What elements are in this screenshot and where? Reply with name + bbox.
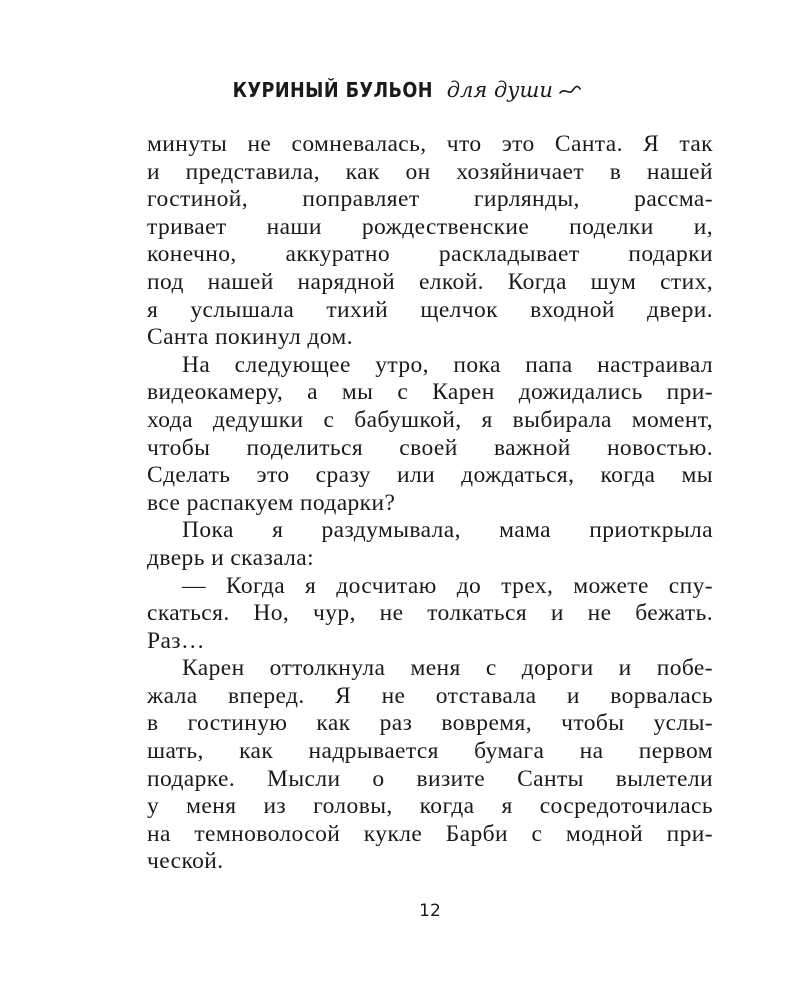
text-line: в гостиную как раз вовремя, чтобы услы- — [147, 710, 713, 737]
text-line: конечно, аккуратно раскладывает подарки — [147, 241, 713, 268]
text-line: ческой. — [147, 848, 224, 875]
running-header — [0, 78, 800, 102]
text-line: — Когда я досчитаю до трех, можете спу- — [182, 572, 713, 599]
text-line: видеокамеру, а мы с Карен дожидались при- — [147, 379, 713, 406]
text-line: минуты не сомневалась, что это Санта. Я так — [147, 131, 713, 157]
text-line: гостиной, поправляет гирлянды, рассма- — [147, 186, 713, 213]
text-line: дверь и сказала: — [147, 544, 315, 571]
swash-ornament-icon — [559, 83, 581, 97]
text-line: Пока я раздумывала, мама приоткрыла — [182, 517, 713, 544]
text-line: На следующее утро, пока папа настраивал — [182, 351, 713, 378]
text-line: я услышала тихий щелчок входной двери. — [147, 296, 713, 323]
text-line: Раз… — [147, 627, 205, 654]
page-number: 12 — [419, 901, 441, 921]
text-line: шать, как надрывается бумага на первом — [147, 738, 713, 765]
running-header-subtitle: для души — [446, 78, 553, 102]
text-line: подарке. Мысли о визите Санты вылетели — [147, 765, 713, 792]
text-line: скаться. Но, чур, не толкаться и не бежать. — [147, 600, 713, 627]
running-header-title: КУРИНЫЙ БУЛЬОН — [232, 78, 434, 102]
text-line: чтобы поделиться своей важной новостью. — [147, 434, 713, 461]
text-line: под нашей нарядной елкой. Когда шум стих, — [147, 268, 713, 295]
text-line: жала вперед. Я не отставала и ворвалась — [147, 682, 713, 709]
text-line: хода дедушки с бабушкой, я выбирала момент, — [147, 406, 713, 433]
text-line: все распакуем подарки? — [147, 489, 396, 516]
text-line: тривает наши рождественские поделки и, — [147, 213, 713, 240]
text-line: на темноволосой кукле Барби с модной при- — [147, 820, 713, 847]
body-text — [147, 131, 713, 876]
text-line: Санта покинул дом. — [147, 324, 353, 351]
text-line: и представила, как он хозяйничает в нашей — [147, 158, 713, 185]
text-line: у меня из головы, когда я сосредоточилась — [147, 793, 713, 820]
text-line: Сделать это сразу или дождаться, когда мы — [147, 462, 713, 489]
text-line: Карен оттолкнула меня с дороги и побе- — [182, 655, 713, 682]
